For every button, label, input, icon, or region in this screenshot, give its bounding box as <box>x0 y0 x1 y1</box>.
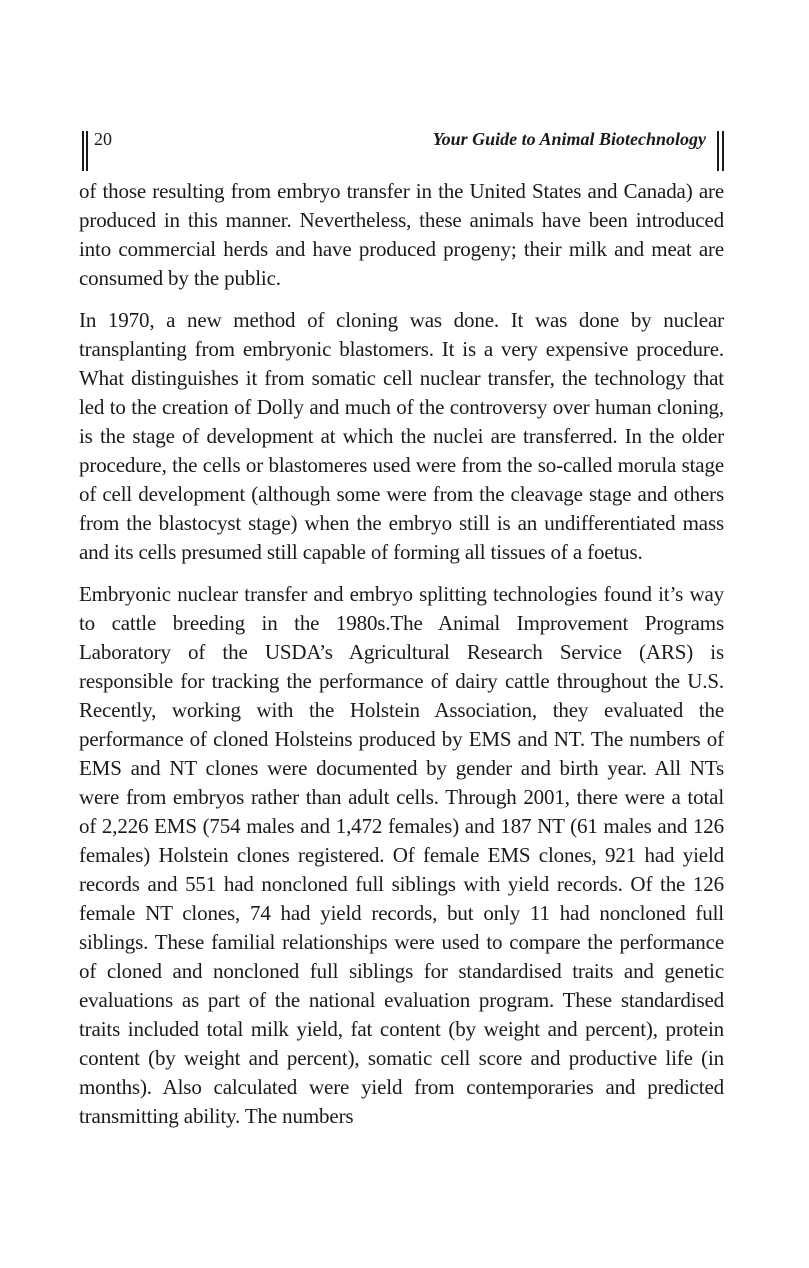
header-rule-left-inner <box>86 131 88 171</box>
paragraph-cloning-1970: In 1970, a new method of cloning was done. It was done by nuclear transplanting from embryonic blastomers. It is a very expensive procedure. What distinguishes it from somatic cell nuclear transfer, the technology that led to the creation of Dolly and much of the controversy over human cloning, is the stage of development at which the nuclei are transferred. In the older procedure, the cells or blastomeres used were from the so-called morula stage of cell development (although some were from the cleavage stage and others from the blastocyst stage) when the embryo still is an undifferentiated mass and its cells presumed still capable of forming all tissues of a foetus. <box>79 308 724 564</box>
body-text <box>79 177 724 1144</box>
paragraph-embryonic-transfer: Embryonic nuclear transfer and embryo splitting technologies found it’s way to cattle breeding in the 1980s.The Animal Improvement Programs Laboratory of the USDA’s Agricultural Research Service (ARS) is responsible for tracking the performance of dairy cattle throughout the U.S. Recently, working with the Holstein Association, they evaluated the performance of cloned Holsteins produced by EMS and NT. The numbers of EMS and NT clones were documented by gender and birth year. All NTs were from embryos rather than adult cells. Through 2001, there were a total of 2,226 EMS (754 males and 1,472 females) and 187 NT (61 males and 126 females) Holstein clones registered. Of female EMS clones, 921 had yield records and 551 had noncloned full siblings with yield records. Of the 126 female NT clones, 74 had yield records, but only 11 had noncloned full siblings. These familial relationships were used to compare the performance of cloned and noncloned full siblings for standardised traits and genetic evaluations as part of the national evaluation program. These standardised traits included total milk yield, fat content (by weight and percent), protein content (by weight and percent), somatic cell score and productive life (in months). Also calculated were yield from contemporaries and predicted transmitting ability. The numbers <box>79 582 724 1128</box>
header-rule-right-inner <box>717 131 719 171</box>
page-number: 20 <box>94 129 112 149</box>
running-header <box>79 126 724 176</box>
header-rule-right <box>722 131 724 171</box>
book-title: Your Guide to Animal Biotechnology <box>432 129 706 149</box>
header-rule-left <box>82 131 84 171</box>
paragraph-continuation: of those resulting from embryo transfer in the United States and Canada) are produced in this manner. Nevertheless, these animals have been introduced into commercial herds and have produced progeny; their milk and meat are consumed by the public. <box>79 179 724 290</box>
